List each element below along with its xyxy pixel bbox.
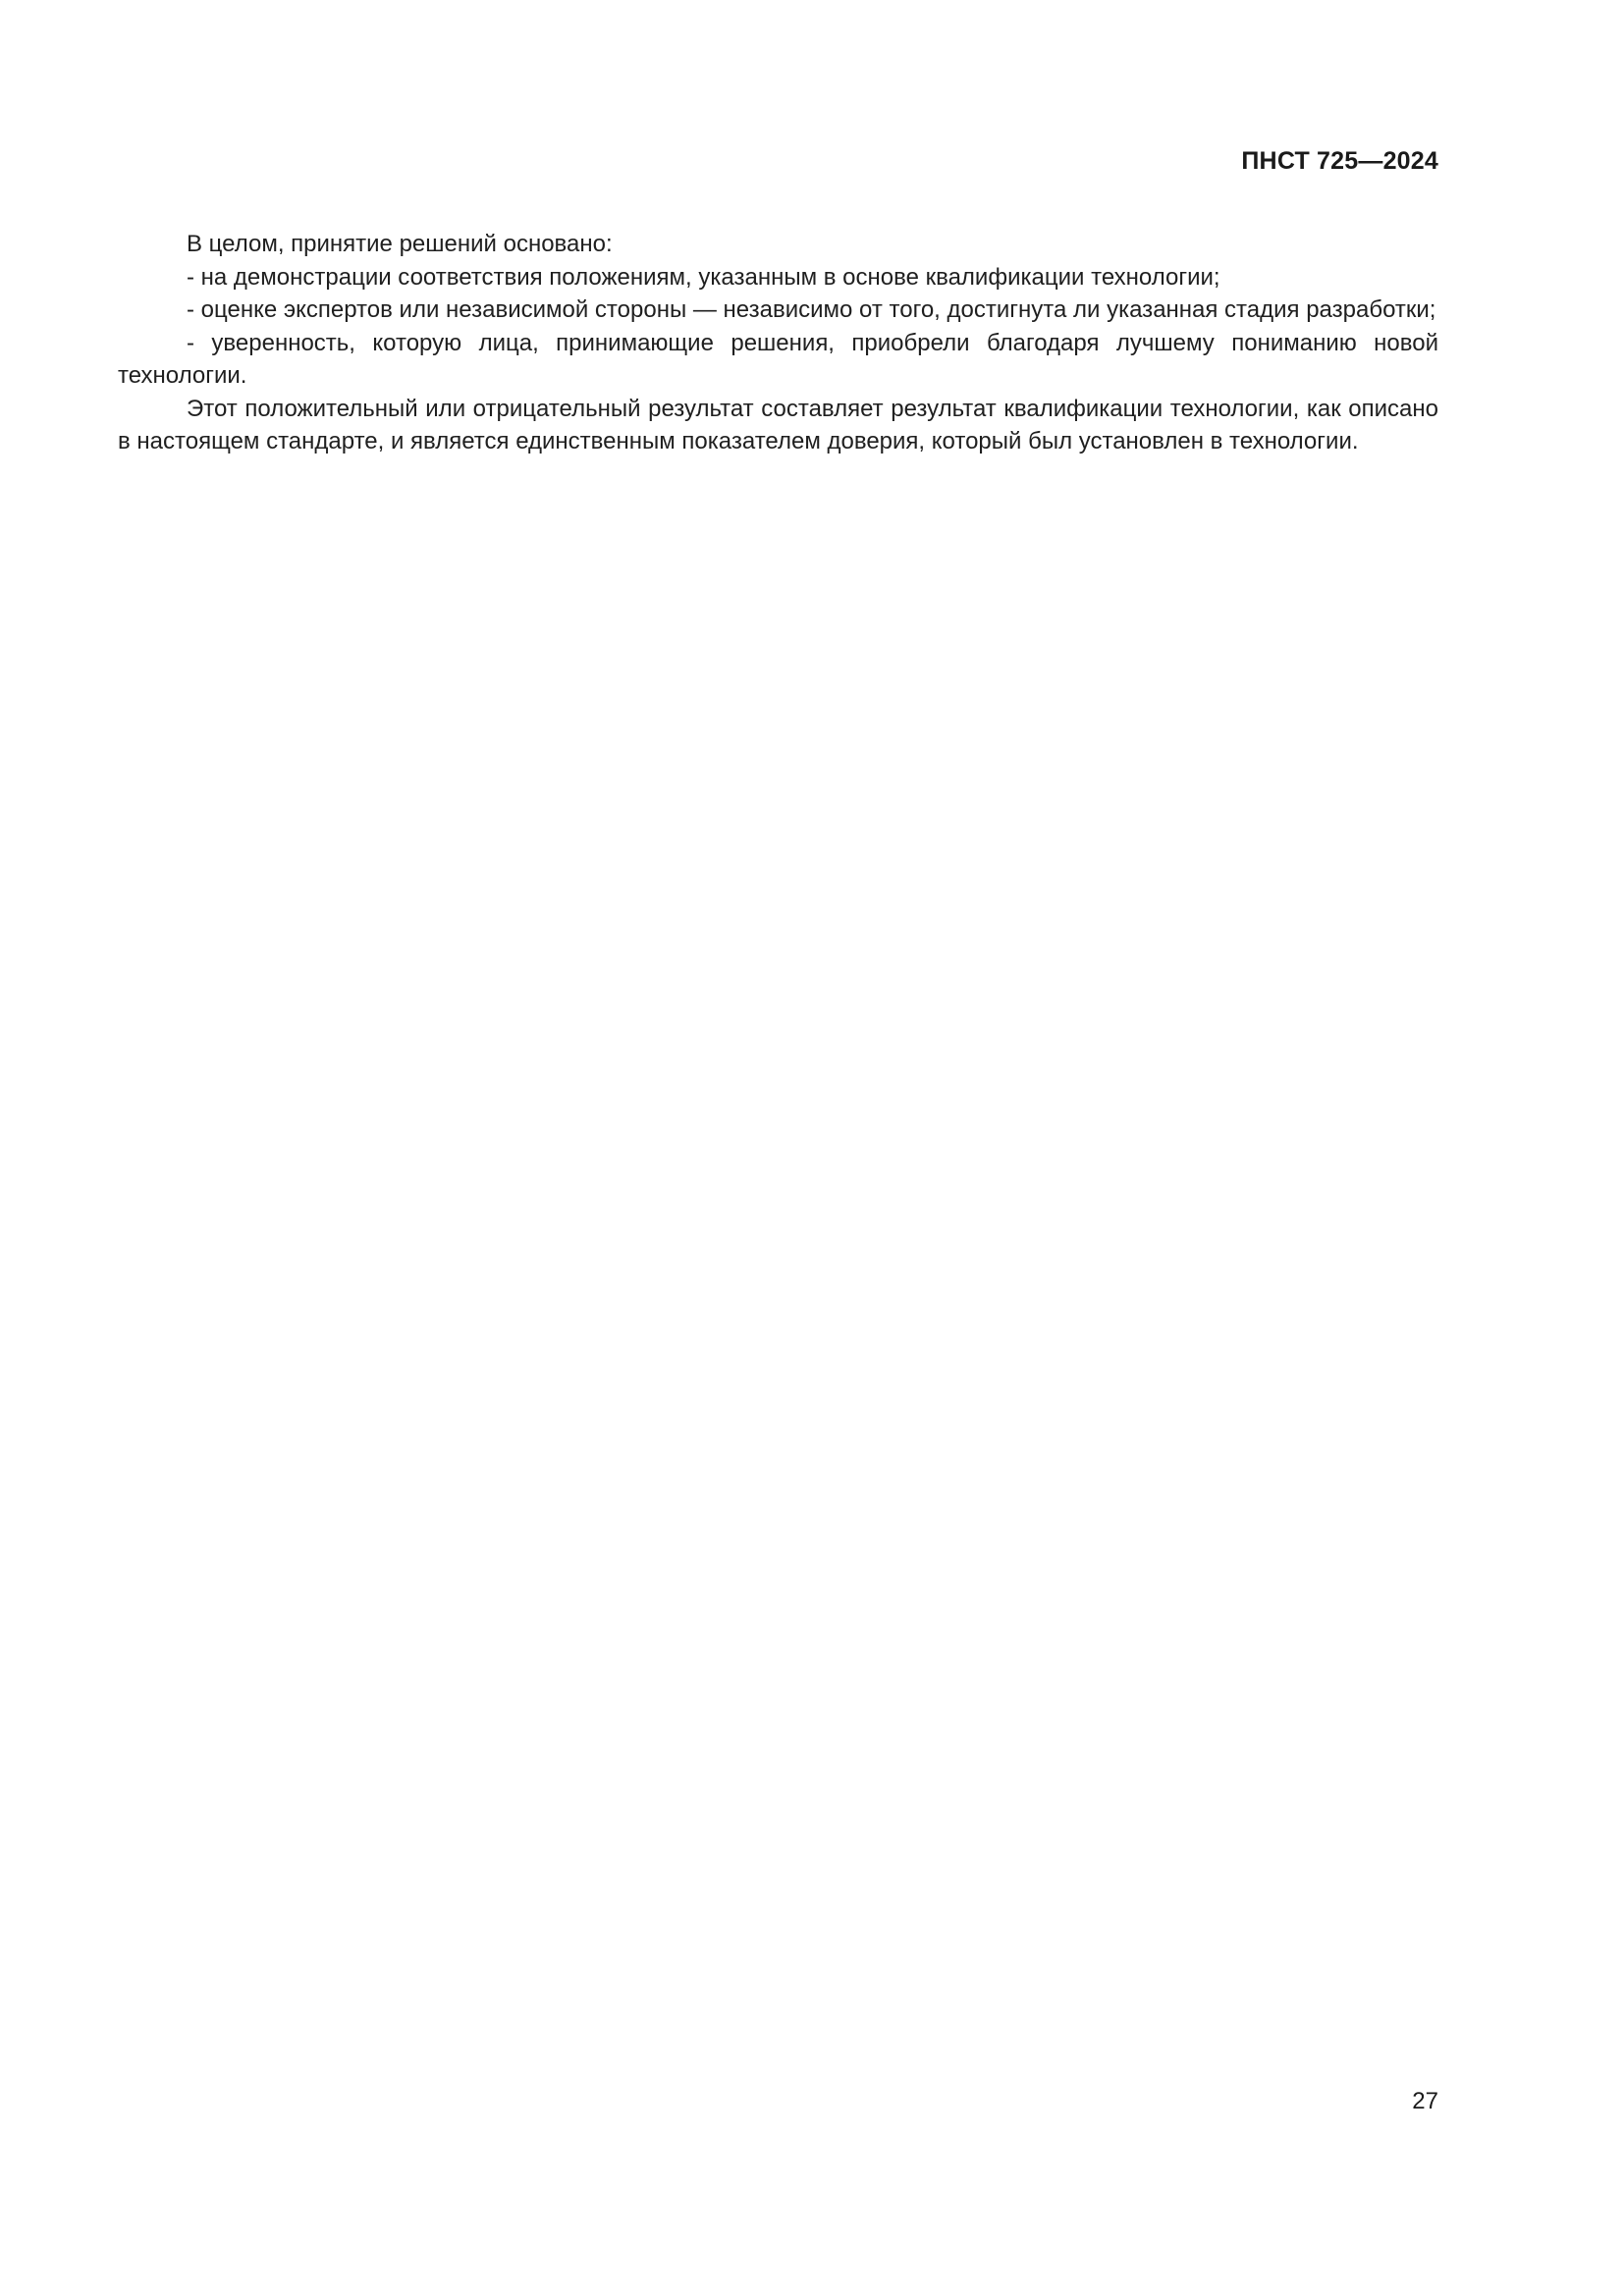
body-text: [118, 228, 1438, 458]
page-number: 27: [1412, 2088, 1438, 2114]
paragraph-result: Этот положительный или отрицательный результат составляет результат квалификации технологии, как описано в настоящем стандарте, и является единственным показателем доверия, который был установлен в технологии.: [118, 395, 1438, 454]
list-item-confidence: - уверенность, которую лица, принимающие решения, приобрели благодаря лучшему пониманию новой технологии.: [118, 329, 1438, 389]
document-code-header: ПНСТ 725—2024: [1241, 147, 1438, 175]
list-item-demonstration: - на демонстрации соответствия положениям, указанным в основе квалификации технологии;: [187, 263, 1220, 291]
paragraph-intro: В целом, принятие решений основано:: [187, 231, 613, 257]
list-item-expert-assessment: - оценке экспертов или независимой стороны — независимо от того, достигнута ли указанная стадия разработки;: [187, 296, 1436, 323]
